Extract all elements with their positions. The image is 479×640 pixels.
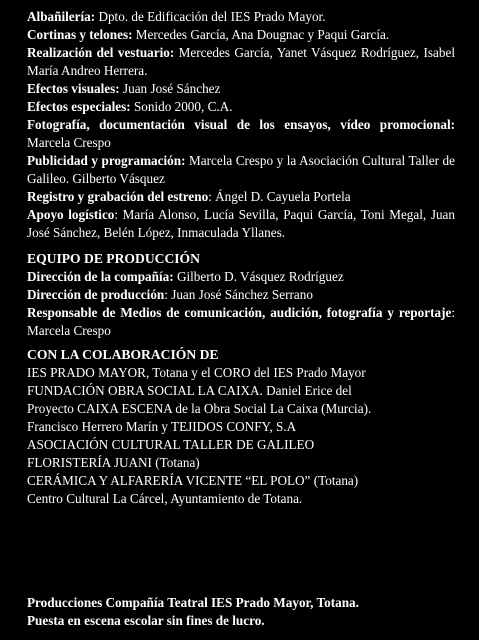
credit-role: Responsable de Medios de comunicación, audición, fotografía y reportaje [27, 305, 452, 320]
credit-vestuario [27, 44, 455, 80]
credit-efectos-especiales [27, 98, 455, 116]
credit-role: Cortinas y telones: [27, 27, 133, 42]
collaboration-line: Centro Cultural La Cárcel, Ayuntamiento de Totana. [27, 491, 303, 506]
collaboration-line: Proyecto CAIXA ESCENA de la Obra Social La Caixa (Murcia). [27, 401, 372, 416]
credit-role: Dirección de la compañía: [27, 269, 174, 284]
credit-registro [27, 188, 455, 206]
collaboration-line: ASOCIACIÓN CULTURAL TALLER DE GALILEO [27, 437, 315, 452]
credit-text: : Marcela Crespo [27, 305, 455, 338]
credit-role: Realización del vestuario: [27, 45, 175, 60]
collaboration-heading: CON LA COLABORACIÓN DE [27, 347, 219, 362]
credit-efectos-visuales [27, 80, 455, 98]
credit-role: Registro y grabación del estreno [27, 189, 209, 204]
credit-role: Albañilería: [27, 9, 96, 24]
collaboration-line: FUNDACIÓN OBRA SOCIAL LA CAIXA. Daniel Erice del [27, 383, 352, 398]
footer [27, 594, 455, 630]
credit-role: Apoyo logístico [27, 207, 115, 222]
credit-text: Juan José Sánchez [119, 81, 221, 96]
collaboration-line: CERÁMICA Y ALFARERÍA VICENTE “EL POLO” (Totana) [27, 473, 359, 488]
production-team [27, 250, 455, 340]
credit-text: Marcela Crespo y la Asociación Cultural Taller de Galileo. Gilberto Vásquez [27, 153, 455, 186]
collaboration-section [27, 346, 455, 508]
technical-credits [27, 8, 455, 242]
production-item [27, 268, 455, 286]
credit-text: : Ángel D. Cayuela Portela [208, 189, 351, 204]
spacer [27, 242, 455, 250]
credit-text: Mercedes García, Ana Dougnac y Paqui García. [132, 27, 390, 42]
production-item [27, 286, 455, 304]
credit-albanileria [27, 8, 455, 26]
production-item [27, 304, 455, 340]
credit-text: Dpto. de Edificación del IES Prado Mayor. [95, 9, 326, 24]
collaboration-line: IES PRADO MAYOR, Totana y el CORO del IES Prado Mayor [27, 365, 366, 380]
credit-fotografia [27, 116, 455, 152]
credit-role: Efectos especiales: [27, 99, 131, 114]
credit-role: Dirección de producción [27, 287, 165, 302]
credit-text: : Juan José Sánchez Serrano [164, 287, 313, 302]
credit-text: Mercedes García, Yanet Vásquez Rodríguez, Isabel María Andreo Herrera. [27, 45, 455, 78]
credit-text: Marcela Crespo [27, 135, 111, 150]
credit-apoyo-logistico [27, 206, 455, 242]
credit-role: Fotografía, documentación visual de los ensayos, vídeo promocional: [27, 117, 455, 132]
credit-text: Gilberto D. Vásquez Rodríguez [173, 269, 344, 284]
credit-text: Sonido 2000, C.A. [130, 99, 233, 114]
credit-publicidad [27, 152, 455, 188]
credit-text: : María Alonso, Lucía Sevilla, Paqui García, Toni Megal, Juan José Sánchez, Belén López, Inmaculada Yllanes. [27, 207, 455, 240]
credit-cortinas [27, 26, 455, 44]
credit-role: Efectos visuales: [27, 81, 120, 96]
collaboration-line: Francisco Herrero Marín y TEJIDOS CONFY, S.A [27, 419, 297, 434]
footer-disclaimer-line: Puesta en escena escolar sin fines de lucro. [27, 613, 265, 628]
footer-production-line: Producciones Compañía Teatral IES Prado Mayor, Totana. [27, 595, 359, 610]
collaboration-line: FLORISTERÍA JUANI (Totana) [27, 455, 200, 470]
production-heading: EQUIPO DE PRODUCCIÓN [27, 251, 200, 266]
credit-role: Publicidad y programación: [27, 153, 186, 168]
